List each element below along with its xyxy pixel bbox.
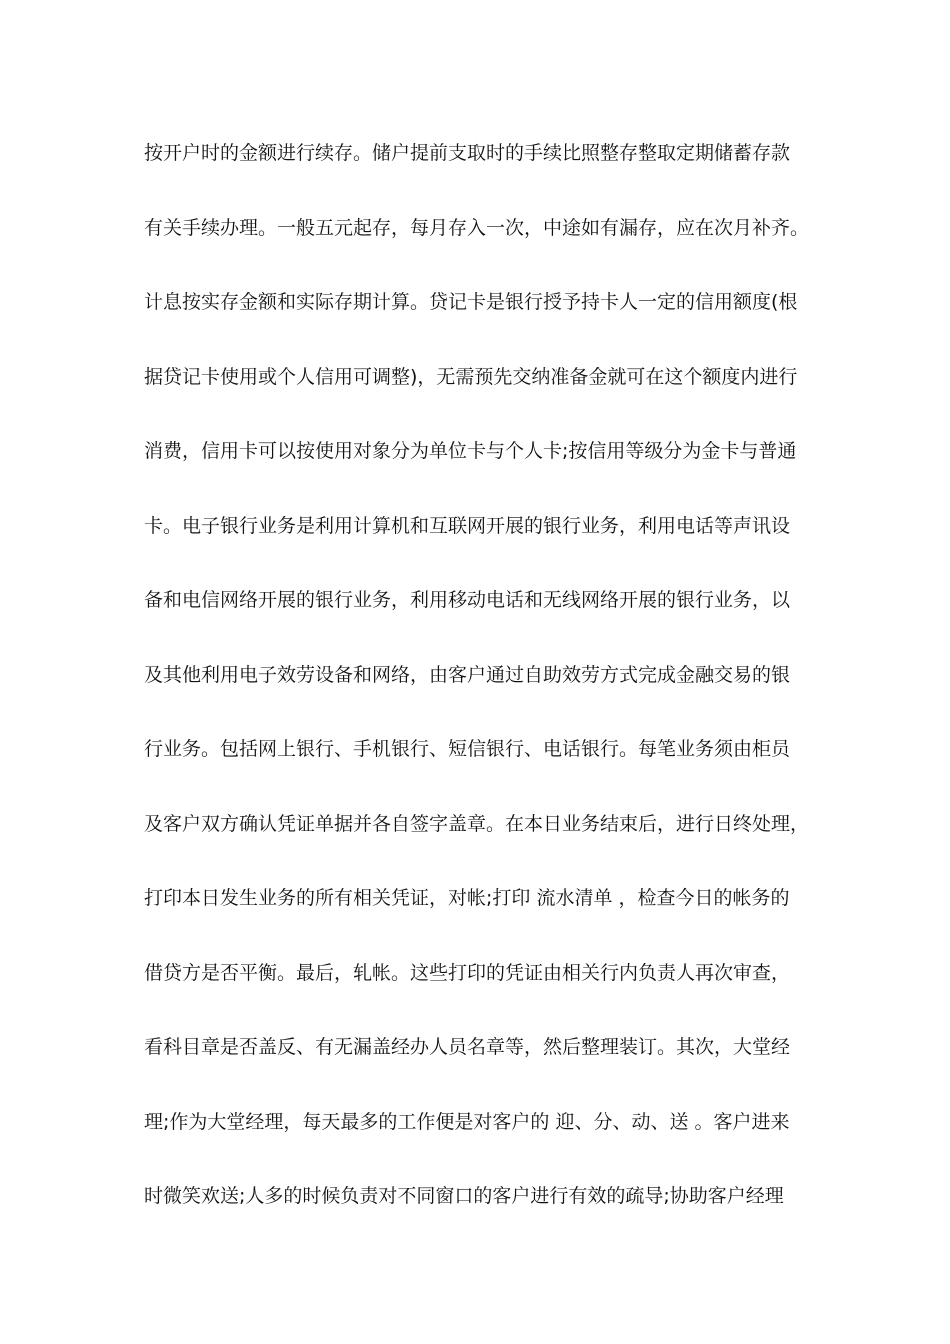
text-line-6: 卡。电子银行业务是利用计算机和互联网开展的银行业务，利用电话等声讯设 (144, 514, 791, 537)
text-line-9: 行业务。包括网上银行、手机银行、短信银行、电话银行。每笔业务须由柜员 (144, 738, 791, 760)
text-line-12: 借贷方是否平衡。最后，轧帐。这些打印的凭证由相关行内负责人再次审查， (144, 961, 791, 984)
text-line-10: 及客户双方确认凭证单据并各自签字盖章。在本日业务结束后，进行日终处理， (144, 812, 810, 835)
text-line-13: 看科目章是否盖反、有无漏盖经办人员名章等，然后整理装订。其次，大堂经 (144, 1036, 791, 1058)
text-line-8: 及其他利用电子效劳设备和网络，由客户通过自助效劳方式完成金融交易的银 (144, 663, 791, 686)
text-line-3: 计息按实存金额和实际存期计算。贷记卡是银行授予持卡人一定的信用额度(根 (144, 291, 798, 313)
text-line-15: 时微笑欢送;人多的时候负责对不同窗口的客户进行有效的疏导;协助客户经理 (144, 1185, 784, 1207)
text-line-4: 据贷记卡使用或个人信用可调整)，无需预先交纳准备金就可在这个额度内进行 (144, 365, 798, 388)
text-line-1: 按开户时的金额进行续存。储户提前支取时的手续比照整存整取定期储蓄存款 (144, 142, 791, 164)
document-body (144, 133, 824, 1251)
text-line-5: 消费，信用卡可以按使用对象分为单位卡与个人卡;按信用等级分为金卡与普通 (144, 440, 797, 462)
text-line-7: 备和电信网络开展的银行业务，利用移动电话和无线网络开展的银行业务，以 (144, 589, 791, 611)
text-line-2: 有关手续办理。一般五元起存，每月存入一次，中途如有漏存，应在次月补齐。 (144, 216, 810, 239)
text-line-14: 理;作为大堂经理，每天最多的工作便是对客户的 迎、分、动、送 。客户进来 (144, 1110, 790, 1133)
text-line-11: 打印本日发生业务的所有相关凭证，对帐;打印 流水清单 ，检查今日的帐务的 (144, 887, 790, 909)
